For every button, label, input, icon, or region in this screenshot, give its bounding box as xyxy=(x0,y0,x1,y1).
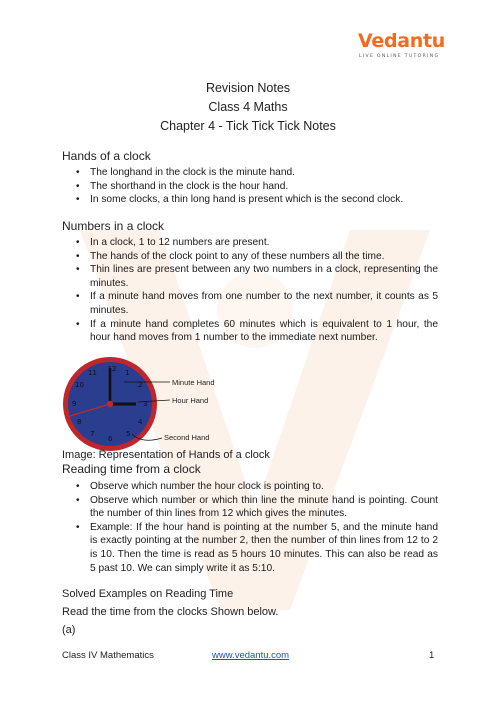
label-second-hand: Second Hand xyxy=(164,433,210,442)
document-titles xyxy=(0,79,496,136)
list-item: • The hands of the clock point to any of these numbers all the time. xyxy=(76,250,438,264)
clock-number-12: 12 xyxy=(107,365,117,373)
list-item: • If a minute hand completes 60 minutes which is equivalent to 1 hour, the hour hand moves from 1 number to the immediate next number. xyxy=(76,318,438,345)
list-item: • Example: If the hour hand is pointing at the number 5, and the minute hand is exactly pointing at the number 2, then the number of thin lines from 12 to 2 is 10. Then the time is read as 5 hours 10 minutes. This can also be read as 5 past 10. We can simply write it as 5:10. xyxy=(76,521,438,575)
title-revision-notes: Revision Notes xyxy=(205,81,291,95)
heading-numbers-in-clock: Numbers in a clock xyxy=(62,219,165,233)
clock-number-7: 7 xyxy=(90,430,95,438)
title-class: Class 4 Maths xyxy=(208,100,288,114)
heading-reading-time: Reading time from a clock xyxy=(62,462,201,476)
logo-tagline: LIVE ONLINE TUTORING xyxy=(359,54,440,59)
list-item: • The longhand in the clock is the minute hand. xyxy=(76,166,438,180)
list-item: • In some clocks, a thin long hand is present which is the second clock. xyxy=(76,193,438,207)
clock-number-3: 3 xyxy=(143,400,148,408)
clock-number-6: 6 xyxy=(108,435,113,443)
vedantu-logo xyxy=(358,30,468,64)
list-item: • The shorthand in the clock is the hour hand. xyxy=(76,180,438,194)
list-reading-time xyxy=(76,480,438,575)
list-numbers-in-clock xyxy=(76,236,438,345)
heading-solved-examples: Solved Examples on Reading Time xyxy=(62,588,234,600)
clock-number-11: 11 xyxy=(88,369,97,377)
list-item: • In a clock, 1 to 12 numbers are present. xyxy=(76,236,438,250)
logo-word: Vedantu xyxy=(358,30,446,52)
clock-caption: Image: Representation of Hands of a clock xyxy=(62,449,270,461)
list-item: • Observe which number the hour clock is pointing to. xyxy=(76,480,438,494)
clock-number-5: 5 xyxy=(126,430,131,438)
clock-number-8: 8 xyxy=(77,418,82,426)
list-hands-of-clock xyxy=(76,166,438,207)
label-minute-hand: Minute Hand xyxy=(172,378,215,387)
clock-number-1: 1 xyxy=(125,369,130,377)
solved-instruction: Read the time from the clocks Shown below. xyxy=(62,606,279,618)
clock-number-9: 9 xyxy=(72,400,77,408)
solved-part-label: (a) xyxy=(62,624,76,636)
title-chapter: Chapter 4 - Tick Tick Tick Notes xyxy=(160,119,336,133)
clock-number-10: 10 xyxy=(75,381,84,389)
footer-website-link[interactable]: www.vedantu.com xyxy=(212,650,290,661)
list-item: • Observe which number or which thin line the minute hand is pointing. Count the number of thin lines from 12 which gives the minutes. xyxy=(76,494,438,521)
heading-hands-of-clock: Hands of a clock xyxy=(62,149,151,163)
footer-page-number: 1 xyxy=(429,650,435,661)
list-item: • Thin lines are present between any two numbers in a clock, representing the minutes. xyxy=(76,263,438,290)
list-item: • If a minute hand moves from one number to the next number, it counts as 5 minutes. xyxy=(76,290,438,317)
clock-number-2: 2 xyxy=(138,381,143,389)
clock-illustration xyxy=(62,356,222,456)
clock-number-4: 4 xyxy=(138,418,143,426)
label-hour-hand: Hour Hand xyxy=(172,396,209,405)
footer-left: Class IV Mathematics xyxy=(62,650,154,661)
